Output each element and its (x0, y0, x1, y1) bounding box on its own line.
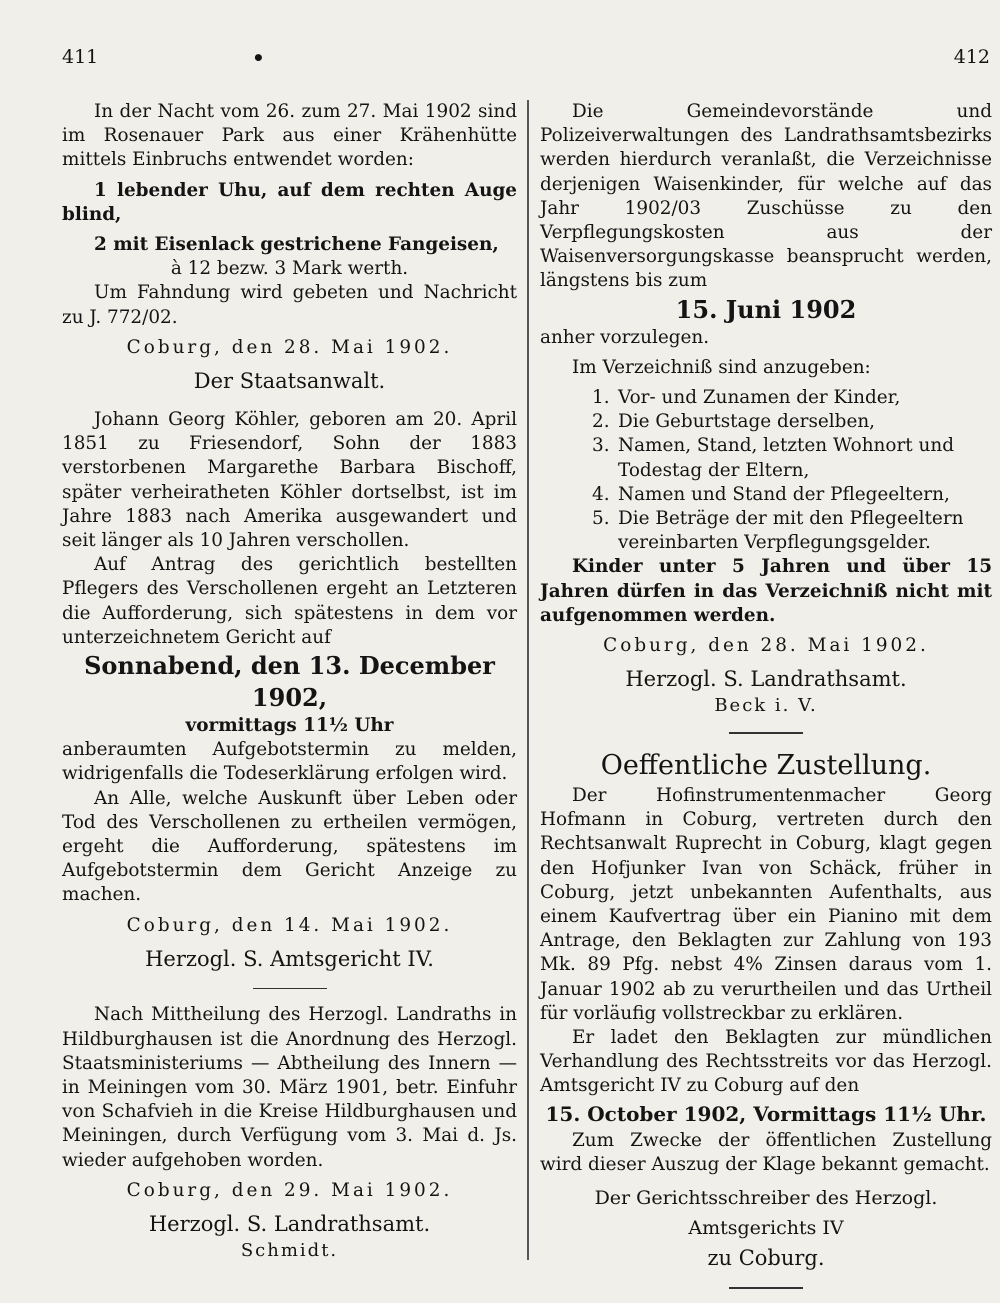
notice-sheep-import (62, 1003, 517, 1263)
notice-date: Coburg, den 28. Mai 1902. (126, 336, 453, 358)
notice-text: anberaumten Aufgebotstermin zu melden, widrigenfalls die Todeserklärung erfolgen wird. (62, 739, 517, 785)
notice-date: Coburg, den 14. Mai 1902. (126, 914, 453, 936)
divider (253, 988, 327, 990)
list-intro: Im Verzeichniß sind anzugeben: (572, 356, 871, 378)
notice-text: Nach Mittheilung des Herzogl. Landraths in Hildburghausen ist die Anordnung des Herzogl. Staatsministeriums — Abtheilung des Innern — in Meiningen vom 30. März 1901, betr. Einfuhr von Schafvieh in die Kreise Hildburghausen und Meiningen, durch Verfügung vom 3. Mai d. Js. wieder aufgehoben worden. (62, 1004, 517, 1171)
page-number-left: 411 (62, 46, 99, 68)
list-item: 2. Die Geburtstage derselben, (592, 411, 876, 433)
list-item: 5. Die Beträge der mit den Pflegeeltern vereinbarten Verpflegungsgelder. (592, 508, 964, 554)
notice-date-big: Sonnabend, den 13. December 1902, (84, 651, 495, 713)
notice-signature: Herzogl. S. Landrathsamt. (148, 1212, 431, 1237)
list-item: 3. Namen, Stand, letzten Wohnort und Todestag der Eltern, (592, 435, 954, 481)
left-column (62, 100, 517, 1263)
notice-missing-person (62, 408, 517, 974)
notice-request: Um Fahndung wird gebeten und Nachricht zu J. 772/02. (62, 282, 517, 328)
notice-date: Coburg, den 28. Mai 1902. (603, 635, 929, 657)
notice-item-1: 1 lebender Uhu, auf dem rechten Auge blind, (62, 179, 517, 225)
notice-text: Der Hofinstrumentenmacher Georg Hofmann in Coburg, vertreten durch den Rechtsanwalt Ruprecht in Coburg, klagt gegen den Hofjunker Ivan von Schäck, früher in Coburg, jetzt unbekannten Aufenthalts, aus einem Kaufvertrag über ein Pianino mit dem Antrage, den Beklagten zur Zahlung von 193 Mk. 89 Pfg. nebst 4% Zinsen daraus vom 1. Januar 1902 ab zu verurtheilen und das Urtheil für vorläufig vollstreckbar zu erklären. (540, 784, 992, 1024)
divider (729, 732, 803, 734)
page-dot-mark: • (252, 46, 265, 70)
requirements-list (540, 386, 992, 555)
notice-text: Auf Antrag des gerichtlich bestellten Pflegers des Verschollenen ergeht an Letzteren die Aufforderung, sich spätestens in dem vor unterzeichnetem Gericht auf (62, 554, 517, 648)
right-column (540, 100, 992, 1303)
notice-date: Coburg, den 29. Mai 1902. (126, 1179, 453, 1201)
divider (729, 1287, 803, 1289)
notice-signature: Der Staatsanwalt. (193, 369, 386, 394)
notice-signer-name: Schmidt. (240, 1240, 339, 1262)
column-divider (527, 100, 529, 1260)
notice-text: Kinder unter 5 Jahren und über 15 Jahren dürfen in das Verzeichniß nicht mit aufgenommen werden. (540, 556, 992, 626)
notice-signature-place: zu Coburg. (707, 1246, 825, 1271)
notice-signature: Herzogl. S. Amtsgericht IV. (145, 946, 434, 971)
notice-heading: Oeffentliche Zustellung. (600, 749, 932, 781)
notice-text: anher vorzulegen. (540, 326, 710, 348)
notice-text: An Alle, welche Auskunft über Leben oder Tod des Verschollenen zu ertheilen vermögen, ergeht die Aufforderung, spätestens im Aufgebotstermin dem Gericht Anzeige zu machen. (62, 787, 517, 906)
notice-text: Zum Zwecke der öffentlichen Zustellung wird dieser Auszug der Klage bekannt gemacht. (540, 1129, 992, 1175)
notice-text: Johann Georg Köhler, geboren am 20. April 1851 zu Friesendorf, Sohn der 1883 verstorbenen Margarethe Barbara Bischoff, später verheiratheten Köhler dortselbst, ist im Jahre 1883 nach Amerika ausgewandert und seit länger als 10 Jahren verschollen. (62, 409, 517, 552)
notice-item-2-price: à 12 bezw. 3 Mark werth. (170, 258, 409, 280)
notice-date-big: 15. October 1902, Vormittags 11½ Uhr. (545, 1101, 987, 1126)
notice-text: Er ladet den Beklagten zur mündlichen Verhandlung des Rechtsstreits vor das Herzogl. Amtsgericht IV zu Coburg auf den (540, 1027, 992, 1097)
notice-orphans (540, 100, 992, 718)
notice-text: Die Gemeindevorstände und Polizeiverwaltungen des Landrathsamtsbezirks werden hierdurch veranlaßt, die Verzeichnisse derjenigen Waisenkinder, für welche auf das Jahr 1902/03 Zuschüsse zu den Verpflegungskosten aus der Waisenversorgungskasse beansprucht werden, längstens bis zum (540, 101, 992, 292)
notice-signature: Herzogl. S. Landrathsamt. (625, 667, 907, 692)
notice-signature: Der Gerichtsschreiber des Herzogl. Amtsgerichts IV (594, 1187, 938, 1240)
page-number-right: 412 (953, 46, 990, 68)
notice-public-service (540, 748, 992, 1289)
notice-signer-name: Beck i. V. (714, 695, 818, 717)
list-item: 1. Vor- und Zunamen der Kinder, (592, 387, 901, 409)
list-item: 4. Namen und Stand der Pflegeeltern, (592, 483, 950, 505)
notice-stolen-owl (62, 100, 517, 396)
notice-item-2: 2 mit Eisenlack gestrichene Fangeisen, (94, 234, 499, 256)
notice-intro: In der Nacht vom 26. zum 27. Mai 1902 sind im Rosenauer Park aus einer Krähenhütte mittels Einbruchs entwendet worden: (62, 101, 517, 171)
notice-date-big: 15. Juni 1902 (675, 294, 857, 324)
notice-time: vormittags 11½ Uhr (185, 715, 394, 737)
